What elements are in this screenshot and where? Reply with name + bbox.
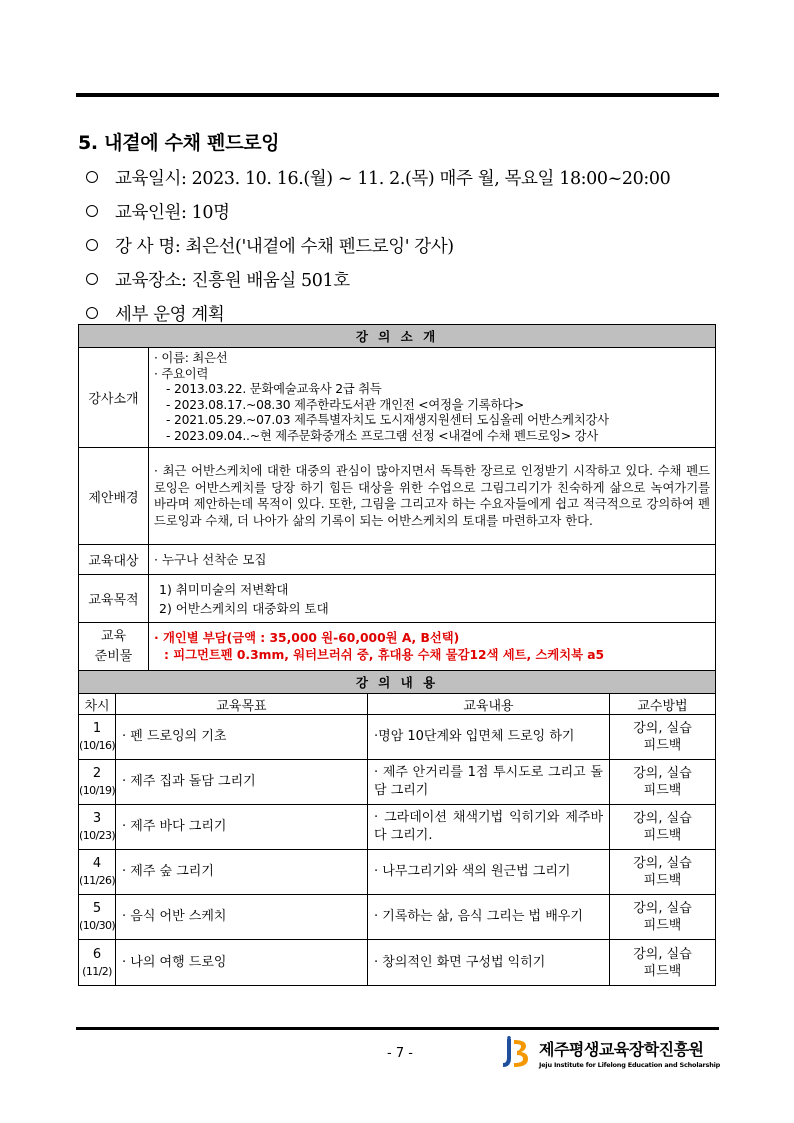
session-number: 4 (11/26): [79, 850, 116, 895]
background-label: 제안배경: [79, 448, 149, 545]
header-rule: [76, 93, 719, 97]
materials-text: · 개인별 부담(금액 : 35,000 원-60,000원 A, B선택) : 피그먼트펜 0.3mm, 워터브러쉬 중, 휴대용 수채 물감12색 세트, 스케치북 a5: [149, 623, 716, 671]
intro-section-header: 강 의 소 개: [79, 325, 716, 348]
session-number: 5 (10/30): [79, 895, 116, 940]
footer-rule: [76, 1027, 719, 1030]
col-header-method: 교수방법: [610, 694, 716, 715]
org-name-english: Jeju Institute for Lifelong Education and Scholarship: [539, 1061, 721, 1069]
session-content: · 그라데이션 채색기법 익히기와 제주바다 그리기.: [368, 805, 610, 850]
background-text: · 최근 어반스케치에 대한 대중의 관심이 많아지면서 독특한 장르로 인정받기 시작하고 있다. 수채 펜드로잉은 어반스케치를 당장 하기 힘든 대상을 위한 수업으로 그림그리기가 친숙하게 삶으로 녹여가기를 바라며 제안하는데 목적이 있다. 또한, 그림을 그리고자 하는 수요자들에게 쉽고 적극적으로 강의하여 펜드로잉과 수채, 더 나아가 삶의 기록이 되는 어반스케치의 토대를 마련하고자 한다.: [149, 448, 716, 545]
session-content: · 제주 안거리를 1점 투시도로 그리고 돌담 그리기: [368, 760, 610, 805]
session-content: · 나무그리기와 색의 원근법 그리기: [368, 850, 610, 895]
table-row: [79, 895, 716, 940]
course-plan-table: [78, 324, 716, 986]
instructor-info: · 이름: 최은선 · 주요이력 - 2013.03.22. 문화예술교육사 2급 취득 - 2023.08.17.~08.30 제주한라도서관 개인전 <여정을 기록하다> - 2021.05.29.~07.03 제주특별자치도 도시재생지원센터 도심올레 어반스케치강사 - 2023.09.04..~현 제주문화중개소 프로그램 선정 <내곁에 수채 펜드로잉> 강사: [149, 348, 716, 448]
col-header-session: 차시: [79, 694, 116, 715]
circle-bullet-icon: [86, 307, 98, 319]
table-row: [79, 715, 716, 760]
session-content: ·명암 10단계와 입면체 드로잉 하기: [368, 715, 610, 760]
table-row: [79, 760, 716, 805]
circle-bullet-icon: [86, 171, 98, 183]
circle-bullet-icon: [86, 205, 98, 217]
content-section-header: 강 의 내 용: [79, 671, 716, 694]
bullet-location: 교육장소: 진흥원 배움실 501호: [86, 262, 716, 296]
session-content: · 창의적인 화면 구성법 익히기: [368, 940, 610, 986]
session-goal: · 펜 드로잉의 기초: [116, 715, 368, 760]
goal-list: 1) 취미미술의 저변확대 2) 어반스케치의 대중화의 토대: [149, 575, 716, 623]
page-number: - 7 -: [387, 1046, 413, 1061]
session-method: 강의, 실습 피드백: [610, 850, 716, 895]
session-method: 강의, 실습 피드백: [610, 760, 716, 805]
bullet-plan: 세부 운영 계획: [86, 296, 716, 330]
target-label: 교육대상: [79, 545, 149, 575]
session-method: 강의, 실습 피드백: [610, 805, 716, 850]
session-method: 강의, 실습 피드백: [610, 715, 716, 760]
session-number: 1 (10/16): [79, 715, 116, 760]
session-number: 3 (10/23): [79, 805, 116, 850]
materials-label: 교육 준비물: [79, 623, 149, 671]
table-row: [79, 805, 716, 850]
table-row: [79, 940, 716, 986]
bullet-schedule: 교육일시: 2023. 10. 16.(월) ~ 11. 2.(목) 매주 월, 목요일 18:00~20:00: [86, 160, 716, 194]
circle-bullet-icon: [86, 239, 98, 251]
org-name-korean: 제주평생교육장학진흥원: [539, 1040, 704, 1059]
session-number: 2 (10/19): [79, 760, 116, 805]
session-goal: · 음식 어반 스케치: [116, 895, 368, 940]
session-method: 강의, 실습 피드백: [610, 940, 716, 986]
session-goal: · 제주 집과 돌담 그리기: [116, 760, 368, 805]
bullet-instructor: 강 사 명: 최은선('내곁에 수채 펜드로잉' 강사): [86, 228, 716, 262]
target-text: · 누구나 선착순 모집: [149, 545, 716, 575]
org-emblem-icon: [503, 1036, 533, 1070]
session-number: 6 (11/2): [79, 940, 116, 986]
overview-list: [86, 160, 716, 330]
session-goal: · 제주 숲 그리기: [116, 850, 368, 895]
session-method: 강의, 실습 피드백: [610, 895, 716, 940]
instructor-label: 강사소개: [79, 348, 149, 448]
goal-label: 교육목적: [79, 575, 149, 623]
session-goal: · 나의 여행 드로잉: [116, 940, 368, 986]
section-title: 5. 내곁에 수채 펜드로잉: [78, 132, 280, 154]
col-header-goal: 교육목표: [116, 694, 368, 715]
table-row: [79, 850, 716, 895]
org-logo: [503, 1036, 720, 1070]
session-goal: · 제주 바다 그리기: [116, 805, 368, 850]
circle-bullet-icon: [86, 273, 98, 285]
col-header-content: 교육내용: [368, 694, 610, 715]
session-content: · 기록하는 삶, 음식 그리는 법 배우기: [368, 895, 610, 940]
bullet-capacity: 교육인원: 10명: [86, 194, 716, 228]
